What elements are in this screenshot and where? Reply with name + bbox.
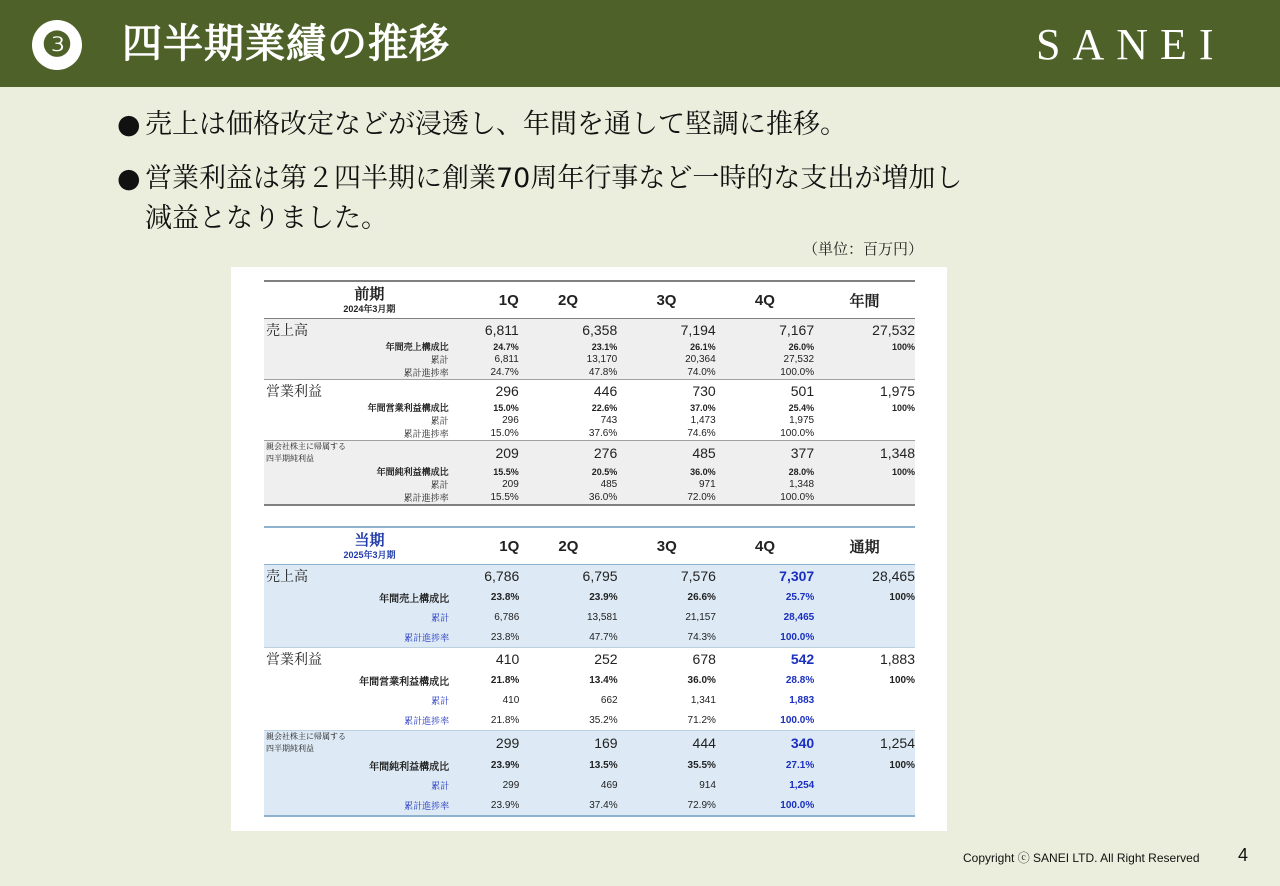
- table-row: 年間純利益構成比 15.5% 20.5% 36.0% 28.0% 100%: [264, 465, 915, 478]
- table-row: 年間営業利益構成比 21.8% 13.4% 36.0% 28.8% 100%: [359, 674, 915, 688]
- results-table-panel: [231, 267, 947, 831]
- table-row: 累計 209 485 971 1,348: [264, 478, 915, 491]
- col-3q: 3Q: [617, 281, 715, 319]
- period-header: 前期 2024年3月期: [264, 281, 473, 319]
- col-2q: 2Q: [519, 527, 617, 565]
- col-1q: 1Q: [473, 281, 519, 319]
- previous-year-table: [264, 280, 915, 506]
- table-row: 年間売上構成比 23.8% 23.9% 26.6% 25.7% 100%: [264, 587, 915, 607]
- bullet-dot: ●: [117, 109, 141, 140]
- col-4q: 4Q: [716, 527, 814, 565]
- table-row: 累計 296 743 1,473 1,975: [430, 415, 815, 426]
- sanei-logo: SANEI: [1036, 20, 1226, 69]
- bullet-sales: [117, 105, 847, 145]
- page-number: 4: [1238, 845, 1249, 865]
- section-number-badge: ❸: [32, 20, 82, 70]
- table-row: 年間純利益構成比 23.9% 13.5% 35.5% 27.1% 100%: [264, 755, 915, 775]
- col-3q: 3Q: [618, 527, 716, 565]
- period-header: 当期 2025年3月期: [264, 527, 473, 565]
- table-row: 年間売上構成比 24.7% 23.1% 26.1% 26.0% 100%: [264, 340, 915, 353]
- bullet-text-line2: 減益となりました。: [145, 203, 388, 234]
- table-row: 累計 6,786 13,581 21,157 28,465: [264, 607, 915, 627]
- unit-label: （単位：百万円）: [803, 240, 924, 258]
- page-title: 四半期業績の推移: [122, 21, 450, 67]
- copyright-text: Copyright ⓒ SANEI LTD. All Right Reserved: [963, 851, 1200, 865]
- col-4q: 4Q: [716, 281, 814, 319]
- table-row: 年間営業利益構成比 15.0% 22.6% 37.0% 25.4% 100%: [367, 402, 915, 413]
- table-row: 累計 410 662 1,341 1,883: [431, 694, 815, 706]
- current-year-table: [264, 526, 915, 817]
- table-header-row: [264, 281, 915, 319]
- header-bar: [0, 0, 1280, 87]
- bullet-text: 売上は価格改定などが浸透し、年間を通して堅調に推移。: [145, 109, 847, 140]
- table-row: 売上高 6,811 6,358 7,194 7,167 27,532: [264, 319, 915, 341]
- table-row: 累計進捗率 21.8% 35.2% 71.2% 100.0%: [264, 710, 915, 731]
- table-row: 親会社株主に帰属する 四半期純利益 209 276 485 377 1,348: [266, 442, 915, 463]
- table-header-row: [264, 527, 915, 565]
- bullet-operating-profit: [117, 159, 1057, 239]
- table-row: 累計 299 469 914 1,254: [264, 775, 915, 795]
- table-row: 累計進捗率 23.8% 47.7% 74.3% 100.0%: [264, 627, 915, 648]
- bullet-text-line1: 営業利益は第２四半期に創業70周年行事など一時的な支出が増加し: [145, 163, 963, 194]
- col-full-year: 通期: [814, 527, 915, 565]
- table-row: 営業利益 296 446 730 501 1,975: [266, 382, 915, 399]
- table-row: 親会社株主に帰属する 四半期純利益 299 169 444 340 1,254: [266, 732, 915, 753]
- bullet-dot: ●: [117, 163, 141, 194]
- table-row: 累計 6,811 13,170 20,364 27,532: [264, 353, 915, 366]
- table-row: 累計進捗率 15.0% 37.6% 74.6% 100.0%: [264, 427, 915, 441]
- table-row: 累計進捗率 15.5% 36.0% 72.0% 100.0%: [264, 491, 915, 505]
- table-row: 累計進捗率 23.9% 37.4% 72.9% 100.0%: [264, 795, 915, 816]
- table-row: 売上高 6,786 6,795 7,576 7,307 28,465: [264, 565, 915, 588]
- table-row: 累計進捗率 24.7% 47.8% 74.0% 100.0%: [264, 366, 915, 380]
- col-2q: 2Q: [519, 281, 617, 319]
- col-annual: 年間: [814, 281, 915, 319]
- table-row: 営業利益 410 252 678 542 1,883: [266, 651, 915, 667]
- col-1q: 1Q: [473, 527, 519, 565]
